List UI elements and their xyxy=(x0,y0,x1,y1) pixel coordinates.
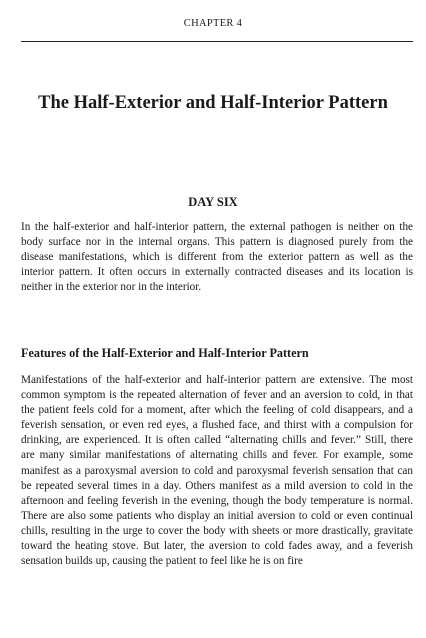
header-rule xyxy=(21,41,413,42)
section-title: DAY SIX xyxy=(188,195,238,209)
intro-paragraph: In the half-exterior and half-interior pattern, the external pathogen is neither on the body surface nor in the internal organs. This pattern is diagnosed purely from the disease manifestations, which is different from the exterior pattern as well as the interior pattern. It often occurs in externally contracted diseases and its location is neither in the exterior nor in the interior. xyxy=(21,221,413,294)
features-subheading: Features of the Half-Exterior and Half-Interior Pattern xyxy=(21,346,309,360)
running-header: CHAPTER 4 xyxy=(183,18,243,29)
chapter-title: The Half-Exterior and Half-Interior Pattern xyxy=(38,93,388,113)
features-paragraph: Manifestations of the half-exterior and half-interior pattern are extensive. The most common symptom is the repeated alternation of fever and an aversion to cold, in that the patient feels cold for a moment, after which the feeling of cold disappears, and a feverish sensation, or even red eyes, a flushed face, and thirst with a compulsion for drinking, are experienced. It is often called “alternating chills and fever.” Still, there are many similar manifestations of alternating chills and fever. For example, some manifest as a paroxysmal aversion to cold and paroxysmal feverish sensation that can be repeated several times in a day. Others manifest as a mild aversion to cold in the afternoon and feeling feverish in the evening, though the body temperature is normal. There are also some patients who display an initial aversion to cold or even continual chills, resulting in the urge to cover the body with sheets or more drastically, gravitate toward the heating stove. But later, the aversion to cold fades away, and a feverish sensation builds up, causing the patient to feel like he is on fire xyxy=(21,374,413,568)
